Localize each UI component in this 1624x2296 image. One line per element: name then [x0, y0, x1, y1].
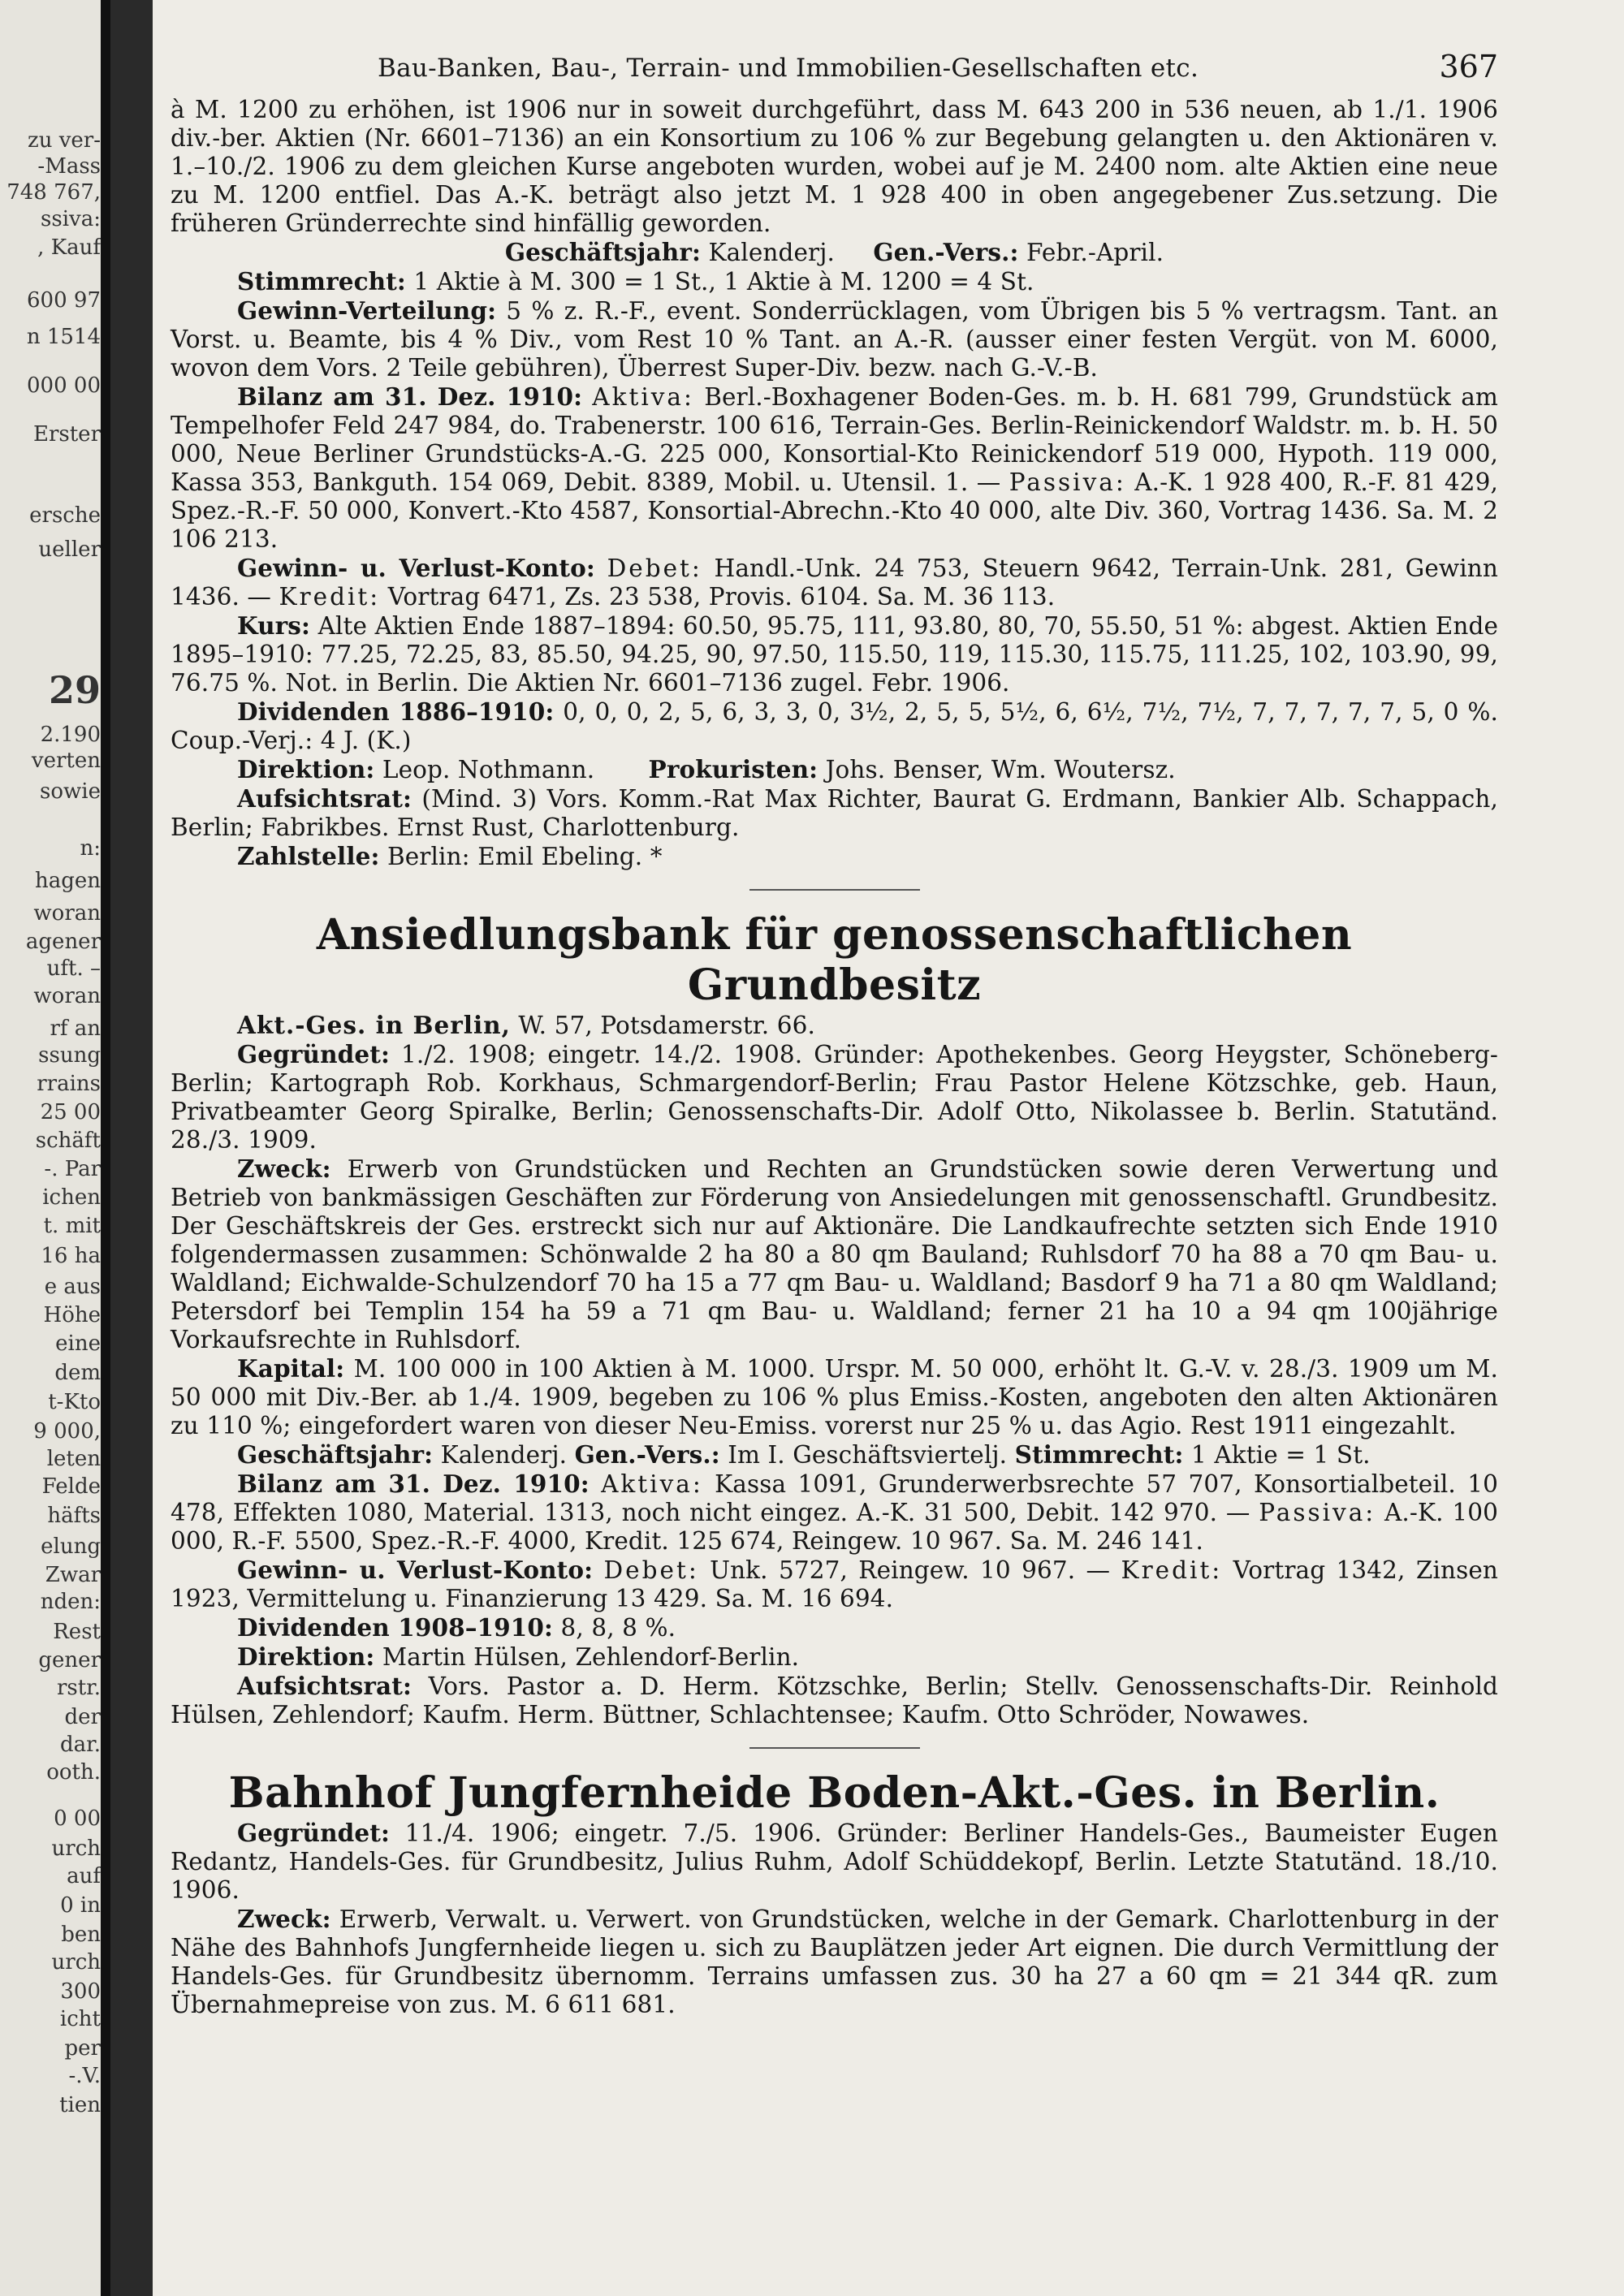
gegruendet-label: Gegründet: [237, 1040, 390, 1068]
prev-column-fragment: 000 00 [27, 373, 101, 398]
stimmrecht-line [171, 267, 1498, 296]
bilanz-paragraph [171, 1470, 1498, 1556]
genvers-value: Im I. Geschäftsviertelj. [728, 1441, 1008, 1469]
zweck-paragraph [171, 1154, 1498, 1354]
kredit-label: Kredit: [279, 583, 381, 611]
aufsichtsrat-paragraph [171, 784, 1498, 842]
genvers-label: Gen.-Vers.: [574, 1440, 720, 1469]
prev-column-fragment: n: [80, 836, 101, 861]
zahlstelle-line [171, 842, 1498, 871]
direktion-value: Leop. Nothmann. [382, 756, 595, 783]
prev-column-fragment: 29 [48, 668, 101, 712]
gegruendet-value: 1./2. 1908; eingetr. 14./2. 1908. Gründer: Apothekenbes. Georg Heygster, Schöneberg-Berlin; Kartograph Rob. Korkhaus, Schmargendorf-Berlin; Frau Pastor Helene Kötzschke, geb. Haun, Privatbeamter Georg Spiralke, Berlin; Genossenschafts-Dir. Adolf Otto, Nikolassee b. Berlin. Statutänd. 28./3. 1909. [171, 1041, 1498, 1154]
aktiva-label: Aktiva: [601, 1470, 703, 1498]
prev-column-fragment: ueller [38, 537, 101, 562]
prev-column-fragment: gener [38, 1648, 101, 1672]
section-jungfernheide [171, 1768, 1498, 2019]
gewinn-paragraph [171, 296, 1498, 382]
prev-column-fragment: 16 ha [41, 1244, 101, 1268]
bilanz-aktiva: Kassa 1091, Grunderwerbsrechte 57 707, Konsortialbeteil. 10 478, Effekten 1080, Material. 1313, noch nicht eingez. A.-K. 31 500, Debit. 142 970. — [171, 1470, 1498, 1526]
prev-column-fragment: ersche [29, 503, 101, 528]
direktion-value: Martin Hülsen, Zehlendorf-Berlin. [382, 1643, 800, 1671]
prev-column-fragment: häfts [47, 1504, 101, 1528]
running-header [171, 49, 1498, 96]
page-number: 367 [1439, 49, 1498, 84]
page [171, 49, 1498, 2019]
aufsichtsrat-label: Aufsichtsrat: [237, 784, 412, 813]
bilanz-label: Bilanz am 31. Dez. 1910: [237, 382, 583, 411]
prev-column-fragment: eine [55, 1331, 101, 1356]
guv-label: Gewinn- u. Verlust-Konto: [237, 1556, 594, 1584]
prev-column-fragment: woran [33, 901, 101, 926]
zweck-value: Erwerb von Grundstücken und Rechten an Grundstücken sowie deren Verwertung und Betrieb von bankmässigen Geschäften zur Förderung von Ansiedelungen mit genossenschaftl. Grundbesitz. Der Geschäftskreis der Ges. erstreckt sich nur auf Aktionäre. Die Landkaufrechte setzten sich Ende 1910 folgendermassen zusammen: Schönwalde 2 ha 80 a 80 qm Bauland; Ruhlsdorf 70 ha 88 a 70 qm Bau- u. Waldland; Eichwalde-Schulzendorf 70 ha 15 a 77 qm Bau- u. Waldland; Basdorf 9 ha 71 a 80 qm Waldland; Petersdorf bei Templin 154 ha 59 a 71 qm Bau- u. Waldland; ferner 21 ha 10 a 94 qm 100jährige Vorkaufsrechte in Ruhlsdorf. [171, 1155, 1498, 1353]
prev-column-fragment: -.V. [68, 2064, 101, 2088]
guv-paragraph [171, 554, 1498, 611]
prev-column-fragment: Felde [41, 1474, 101, 1499]
prev-column-fragment: Höhe [43, 1303, 101, 1327]
prev-column-fragment: der [64, 1705, 101, 1729]
prev-column-fragment: ichen [42, 1185, 101, 1210]
prev-column-fragment: zu ver- [28, 128, 101, 153]
gegruendet-paragraph [171, 1040, 1498, 1154]
prev-column-fragment: , Kauf [37, 235, 101, 260]
direktion-label: Direktion: [237, 755, 375, 783]
geschaeftsjahr-line [171, 238, 1498, 267]
passiva-label: Passiva: [1259, 1499, 1376, 1526]
zweck-label: Zweck: [237, 1905, 331, 1933]
geschaeftsjahr-line [171, 1440, 1498, 1470]
geschaeftsjahr-value: Kalenderj. [440, 1441, 568, 1469]
dividenden-label: Dividenden 1886–1910: [237, 697, 555, 726]
prev-column-fragment: 0 00 [54, 1806, 101, 1831]
bilanz-aktiva: Berl.-Boxhagener Boden-Ges. m. b. H. 681 799, Grundstück am Tempelhofer Feld 247 984, do. Trabenerstr. 100 616, Terrain-Ges. Berlin-Reinickendorf Waldstr. m. b. H. 50 000, Neue Berliner Grundstücks-A.-G. 225 000, Konsortial-Kto Reinickendorf 519 000, Hypoth. 119 000, Kassa 353, Bankguth. 154 069, Debit. 8389, Mobil. u. Utensil. 1. — [171, 383, 1499, 496]
debet-label: Debet: [603, 1556, 699, 1584]
prev-column-fragment: auf [67, 1864, 101, 1888]
aufsichtsrat-value: (Mind. 3) Vors. Komm.-Rat Max Richter, Baurat G. Erdmann, Bankier Alb. Schappach, Berlin; Fabrikbes. Ernst Rust, Charlottenburg. [171, 785, 1498, 841]
prev-column-fragment: woran [33, 984, 101, 1008]
gewinn-label: Gewinn-Verteilung: [237, 296, 497, 325]
prev-column-fragment: 25 00 [40, 1100, 101, 1124]
prev-column-fragment: agener [25, 930, 101, 954]
section-ansiedlungsbank [171, 910, 1498, 1729]
prev-column-fragment: dem [54, 1361, 101, 1385]
prev-column-fragment: t-Kto [48, 1390, 101, 1414]
bilanz-paragraph [171, 382, 1498, 554]
kurs-value: Alte Aktien Ende 1887–1894: 60.50, 95.75, 111, 93.80, 80, 70, 55.50, 51 %: abgest. Aktien Ende 1895–1910: 77.25, 72.25, 83, 85.50, 94.25, 90, 97.50, 115.50, 119, 115.30, 115.75, 111.25, 102, 103.90, 99, 76.75 %. Not. in Berlin. Die Aktien Nr. 6601–7136 zugel. Febr. 1906. [171, 612, 1499, 697]
prev-column-fragment: ssiva: [41, 207, 101, 231]
aktiva-label: Aktiva: [592, 383, 694, 411]
dividenden-paragraph [171, 697, 1498, 755]
company-subtitle [171, 1011, 1498, 1040]
kapital-value: M. 100 000 in 100 Aktien à M. 1000. Urspr. M. 50 000, erhöht lt. G.-V. v. 28./3. 1909 um M. 50 000 mit Div.-Ber. ab 1./4. 1909, begeben zu 106 % plus Emiss.-Kosten, angeboten den alten Aktionären zu 110 %; eingefordert waren von dieser Neu-Emiss. vorerst nur 25 % u. das Agio. Rest 1911 eingezahlt. [171, 1355, 1498, 1439]
prokuristen-label: Prokuristen: [648, 755, 818, 783]
prev-column-fragment: 9 000, [33, 1419, 101, 1444]
zahlstelle-value: Berlin: Emil Ebeling. * [387, 843, 663, 870]
prev-column-fragment: elung [41, 1534, 101, 1559]
prev-column-fragment: n 1514 [26, 325, 101, 349]
kapital-paragraph [171, 1354, 1498, 1440]
prev-column-fragment: uft. – [46, 956, 101, 981]
prev-column-fragment: ooth. [46, 1760, 101, 1785]
guv-debet: Handl.-Unk. 24 753, Steuern 9642, Terrain-Unk. 281, Gewinn 1436. — [171, 555, 1498, 611]
direktion-label: Direktion: [237, 1642, 375, 1671]
bilanz-label: Bilanz am 31. Dez. 1910: [237, 1470, 590, 1498]
aufsichtsrat-value: Vors. Pastor a. D. Herm. Kötzschke, Berlin; Stellv. Genossenschafts-Dir. Reinhold Hülsen, Zehlendorf; Kaufm. Herm. Büttner, Schlachtensee; Kaufm. Otto Schröder, Nowawes. [171, 1672, 1498, 1728]
prev-column-fragment: rrains [37, 1072, 101, 1096]
dividenden-value: 0, 0, 0, 2, 5, 6, 3, 3, 0, 3½, 2, 5, 5, 5½, 6, 6½, 7½, 7½, 7, 7, 7, 7, 7, 5, 0 %. Coup.-Verj.: 4 J. (K.) [171, 698, 1498, 754]
prev-column-fragment: per [64, 2036, 101, 2061]
prev-column-fragment: 2.190 [40, 723, 101, 747]
geschaeftsjahr-label: Geschäftsjahr: [237, 1440, 434, 1469]
dividenden-line [171, 1613, 1498, 1642]
guv-label: Gewinn- u. Verlust-Konto: [237, 554, 595, 582]
prev-column-fragment: -Mass [37, 154, 101, 179]
prev-column-fragment: ssung [38, 1043, 101, 1068]
gegruendet-paragraph [171, 1819, 1498, 1905]
header-title: Bau-Banken, Bau-, Terrain- und Immobilien-Gesellschaften etc. [378, 54, 1199, 83]
gewinn-value: 5 % z. R.-F., event. Sonderrücklagen, vom Übrigen bis 5 % vertragsm. Tant. an Vorst. u. Beamte, bis 4 % Div., vom Rest 10 % Tant. an A.-R. (ausser einer festen Vergüt. von M. 6000, wovon dem Vors. 2 Teile gebühren), Überrest Super-Div. bezw. nach G.-V.-B. [171, 297, 1499, 382]
zweck-paragraph [171, 1905, 1498, 2019]
prev-column-fragment: rf an [50, 1016, 101, 1041]
guv-debet: Unk. 5727, Reingew. 10 967. — [710, 1556, 1111, 1584]
geschaeftsjahr-label: Geschäftsjahr: [504, 238, 701, 266]
zweck-label: Zweck: [237, 1154, 331, 1183]
prev-column-fragment: dar. [60, 1733, 101, 1757]
direktion-line [171, 755, 1498, 784]
company-subtitle-bold: Akt.-Ges. in Berlin, [237, 1011, 511, 1039]
prev-column-fragment: leten [46, 1447, 101, 1471]
prev-column-fragment: ben [61, 1923, 101, 1947]
debet-label: Debet: [607, 555, 702, 582]
stimmrecht-value: 1 Aktie = 1 St. [1191, 1441, 1371, 1469]
genvers-label: Gen.-Vers.: [873, 238, 1019, 266]
section-boxhagener [171, 96, 1498, 871]
dividenden-label: Dividenden 1908–1910: [237, 1613, 554, 1642]
zweck-value: Erwerb, Verwalt. u. Verwert. von Grundstücken, welche in der Gemark. Charlottenburg in der Nähe des Bahnhofs Jungfernheide liegen u. sich zu Bauplätzen jeder Art eignen. Die durch Vermittlung der Handels-Ges. für Grundbesitz übernomm. Terrains umfassen zus. 30 ha 27 a 60 qm = 21 344 qR. zum Übernahmepreise von zus. M. 6 611 681. [171, 1905, 1498, 2018]
direktion-line [171, 1642, 1498, 1672]
guv-kredit: Vortrag 1342, Zinsen 1923, Vermittelung u. Finanzierung 13 429. Sa. M. 16 694. [171, 1556, 1498, 1612]
stimmrecht-label: Stimmrecht: [237, 267, 406, 296]
kurs-paragraph [171, 611, 1498, 697]
prev-column-fragment: -. Par [44, 1157, 101, 1181]
gegruendet-label: Gegründet: [237, 1819, 390, 1847]
previous-page-column [0, 0, 101, 2296]
prokuristen-value: Johs. Benser, Wm. Woutersz. [825, 756, 1176, 783]
prev-column-fragment: Rest [53, 1620, 101, 1644]
genvers-value: Febr.-April. [1026, 239, 1164, 266]
prev-column-fragment: 748 767, [6, 180, 101, 205]
gegruendet-value: 11./4. 1906; eingetr. 7./5. 1906. Gründer: Berliner Handels-Ges., Baumeister Eugen Redantz, Handels-Ges. für Grundbesitz, Julius Ruhm, Adolf Schüddekopf, Berlin. Letzte Statutänd. 18./10. 1906. [171, 1819, 1498, 1904]
prev-column-fragment: urch [51, 1950, 101, 1974]
dividenden-value: 8, 8, 8 %. [560, 1614, 676, 1642]
aufsichtsrat-paragraph [171, 1672, 1498, 1729]
section-divider [749, 1747, 920, 1749]
stimmrecht-label: Stimmrecht: [1014, 1440, 1184, 1469]
prev-column-fragment: rstr. [56, 1676, 101, 1700]
prev-column-fragment: t. mit [43, 1214, 101, 1238]
prev-column-fragment: 0 in [60, 1893, 101, 1918]
company-title: Ansiedlungsbank für genossenschaftlichen Grundbesitz [316, 910, 1353, 1010]
guv-paragraph [171, 1556, 1498, 1613]
stimmrecht-value: 1 Aktie à M. 300 = 1 St., 1 Aktie à M. 1200 = 4 St. [413, 268, 1034, 296]
prev-column-fragment: nden: [40, 1590, 101, 1614]
prev-column-fragment: hagen [34, 869, 101, 893]
intro-paragraph: à M. 1200 zu erhöhen, ist 1906 nur in soweit durchgeführt, dass M. 643 200 in 536 neuen, ab 1./1. 1906 div.-ber. Aktien (Nr. 6601–7136) an ein Konsortium zu 106 % zur Begebung gelangten u. den Aktionären v. 1.–10./2. 1906 zu dem gleichen Kurse angeboten wurden, wobei auf je M. 2400 nom. alte Aktien eine neue zu M. 1200 entfiel. Das A.-K. beträgt also jetzt M. 1 928 400 in oben angegebener Zus.setzung. Die früheren Gründerrechte sind hinfällig geworden. [171, 96, 1498, 237]
section-divider [749, 889, 920, 891]
prev-column-fragment: e aus [44, 1275, 101, 1299]
prev-column-fragment: schäft [35, 1129, 101, 1153]
zahlstelle-label: Zahlstelle: [237, 842, 380, 870]
company-address: W. 57, Potsdamerstr. 66. [518, 1012, 815, 1039]
aufsichtsrat-label: Aufsichtsrat: [237, 1672, 412, 1700]
company-title: Bahnhof Jungfernheide Boden-Akt.-Ges. in Berlin. [228, 1768, 1440, 1818]
prev-column-fragment: icht [59, 2007, 101, 2031]
passiva-label: Passiva: [1009, 468, 1126, 496]
prev-column-fragment: verten [31, 749, 101, 773]
bilanz-passiva: A.-K. 1 928 400, R.-F. 81 429, Spez.-R.-F. 50 000, Konvert.-Kto 4587, Konsortial-Abrechn.-Kto 40 000, alte Div. 360, Vortrag 1436. Sa. M. 2 106 213. [171, 468, 1498, 553]
guv-kredit: Vortrag 6471, Zs. 23 538, Provis. 6104. Sa. M. 36 113. [387, 583, 1056, 611]
kurs-label: Kurs: [237, 611, 310, 640]
kapital-label: Kapital: [237, 1354, 345, 1383]
prev-column-fragment: urch [51, 1836, 101, 1861]
geschaeftsjahr-value: Kalenderj. [708, 239, 835, 266]
bilanz-passiva: A.-K. 100 000, R.-F. 5500, Spez.-R.-F. 4000, Kredit. 125 674, Reingew. 10 967. Sa. M. 246 141. [171, 1499, 1498, 1555]
prev-column-fragment: tien [59, 2093, 101, 2117]
kredit-label: Kredit: [1121, 1556, 1223, 1584]
prev-column-fragment: Erster [32, 422, 101, 447]
prev-column-fragment: Zwar [45, 1563, 101, 1587]
prev-column-fragment: 600 97 [27, 288, 101, 313]
prev-column-fragment: 300 [60, 1979, 101, 2004]
prev-column-fragment: sowie [40, 779, 101, 804]
